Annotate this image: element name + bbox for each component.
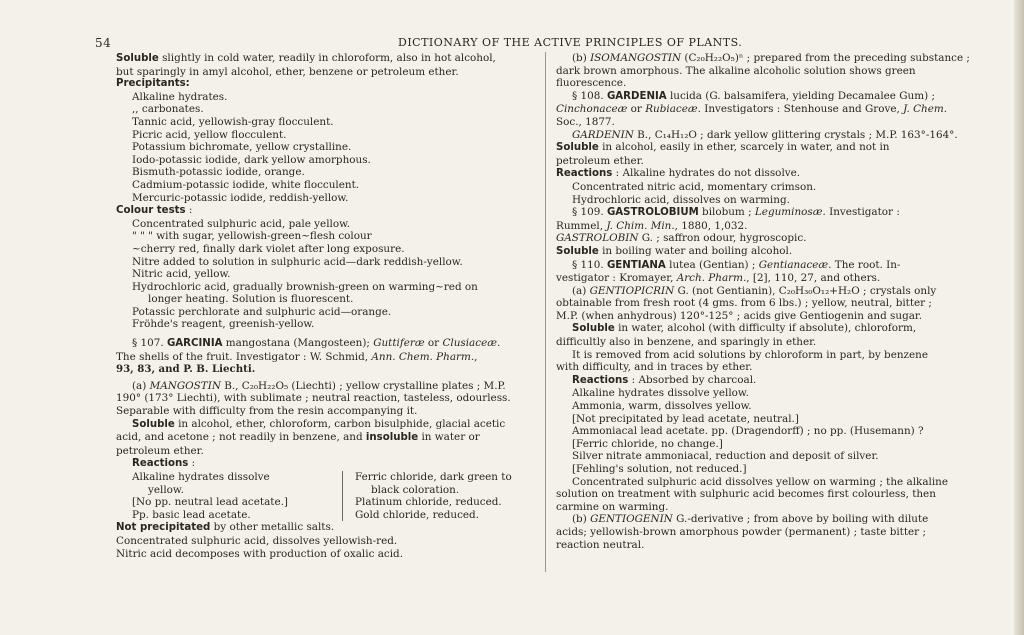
running-title: DICTIONARY OF THE ACTIVE PRINCIPLES OF PLANTS. xyxy=(398,36,743,49)
paragraph: Nitric acid decomposes with production of oxalic acid. xyxy=(116,547,403,560)
list-item: Fröhde's reagent, greenish-yellow. xyxy=(132,318,315,331)
compound-isomangostin xyxy=(556,52,1004,65)
text: mangostana (Mangosteen); xyxy=(222,337,374,350)
text: slightly in cold water, readily in chloroform, also in hot alcohol, xyxy=(158,52,496,64)
label: (a) xyxy=(572,284,590,297)
paragraph: carmine on warming. xyxy=(556,500,669,513)
paragraph: but sparingly in amyl alcohol, ether, benzene or petroleum ether. xyxy=(116,65,459,78)
heading-reactions xyxy=(116,457,536,471)
section-108-heading xyxy=(556,90,1004,104)
text: in water or xyxy=(418,431,480,444)
list-item: Concentrated sulphuric acid, pale yellow. xyxy=(132,217,351,230)
list-item: Silver nitrate ammoniacal, reduction and deposit of silver. xyxy=(572,450,879,463)
compound-gentiopicrin xyxy=(556,285,1004,298)
list-item: Alkaline hydrates. xyxy=(132,90,228,103)
text: : Absorbed by charcoal. xyxy=(628,373,757,386)
paragraph xyxy=(556,103,1004,116)
paragraph xyxy=(556,245,1004,259)
label: (b) xyxy=(572,52,591,64)
paragraph: dark brown amorphous. The alkaline alcoholic solution shows green xyxy=(556,64,916,77)
text: : xyxy=(188,457,196,470)
keyword-soluble: Soluble xyxy=(116,53,159,64)
text: in boiling water and boiling alcohol. xyxy=(598,244,793,257)
list-item: Nitric acid, yellow. xyxy=(132,268,231,281)
paragraph xyxy=(556,272,1004,285)
text: in alcohol, ether, chloroform, carbon bisulphide, glacial acetic xyxy=(174,417,506,430)
text: by other metallic salts. xyxy=(210,521,335,534)
compound-name: ISOMANGOSTIN xyxy=(590,52,682,64)
list-item: Concentrated nitric acid, momentary crimson. xyxy=(572,180,817,193)
paragraph: acids; yellowish-brown amorphous powder (permanent) ; taste bitter ; xyxy=(556,525,926,538)
reactions-left-column xyxy=(116,471,343,521)
genus-name: GASTROLOBIUM xyxy=(606,207,699,219)
text: in water, alcohol (with difficulty if absolute), chloroform, xyxy=(614,322,917,335)
paragraph xyxy=(556,141,1004,155)
text: , 1880, 1,032. xyxy=(674,219,748,232)
compound-name: GENTIOPICRIN xyxy=(589,284,675,297)
list-item: Tannic acid, yellowish-gray flocculent. xyxy=(132,115,334,128)
paragraph: fluorescence. xyxy=(556,77,627,90)
list-item: Ammoniacal lead acetate. pp. (Dragendorff) ; no pp. (Husemann) ? xyxy=(572,425,924,438)
paragraph: solution on treatment with sulphuric acid becomes first colourless, then xyxy=(556,488,936,501)
genus-name: GENTIANA xyxy=(606,259,666,271)
text: : xyxy=(185,204,193,217)
list-item: [Fehling's solution, not reduced.] xyxy=(572,463,747,475)
section-number: § 107. xyxy=(132,337,167,350)
text: acid, and acetone ; not readily in benzene, and xyxy=(116,431,366,444)
reactions-right-column xyxy=(343,471,512,521)
heading-reactions: Reactions xyxy=(572,374,629,386)
label: (b) xyxy=(572,513,591,526)
text: G. (not Gentianin), C₂₀H₃₀O₁₂+H₂O ; crystals only xyxy=(674,284,937,297)
list-item: Picric acid, yellow flocculent. xyxy=(132,128,287,141)
text: : Alkaline hydrates do not dissolve. xyxy=(612,167,801,180)
text: The shells of the fruit. Investigator : W. Schmid, xyxy=(116,350,372,363)
text: lutea (Gentian) ; xyxy=(665,258,759,271)
paragraph: petroleum ether. xyxy=(556,154,644,167)
heading-text: Reactions xyxy=(132,458,189,470)
list-item: Concentrated sulphuric acid dissolves yellow on warming ; the alkaline xyxy=(572,475,949,488)
compound-gentiogenin xyxy=(556,513,1004,526)
list-item: Potassium bichromate, yellow crystalline. xyxy=(132,141,352,154)
page-edge-shadow xyxy=(1014,0,1024,635)
section-number: § 110. xyxy=(572,258,607,271)
keyword-insoluble: insoluble xyxy=(365,432,419,444)
text: Investigator : xyxy=(825,206,900,219)
paragraph xyxy=(116,431,536,445)
genus-name: GARDENIA xyxy=(606,90,667,102)
list-item: yellow. xyxy=(148,483,184,496)
paragraph xyxy=(556,374,1004,388)
text: G.-derivative ; from above by boiling with dilute xyxy=(672,513,929,526)
paragraph xyxy=(116,521,536,535)
list-item: Platinum chloride, reduced. xyxy=(355,496,502,509)
list-item: longer heating. Solution is fluorescent. xyxy=(148,293,354,306)
list-item: Ammonia, warm, dissolves yellow. xyxy=(572,400,752,413)
reactions-table xyxy=(116,471,536,521)
family-name: Clusiaceæ. xyxy=(442,337,501,350)
heading-reactions: Reactions xyxy=(556,168,613,180)
paragraph: reaction neutral. xyxy=(556,538,645,551)
text: , xyxy=(474,350,478,363)
list-item: [Not precipitated by lead acetate, neutral.] xyxy=(572,412,799,425)
list-item: Mercuric-potassic iodide, reddish-yellow. xyxy=(132,191,349,204)
family-name: Guttiferæ xyxy=(373,337,425,350)
text: , [2], 110, 27, and others. xyxy=(746,272,881,285)
label: (a) xyxy=(132,379,150,392)
left-column xyxy=(116,52,536,560)
section-number: § 108. xyxy=(572,89,607,102)
paragraph: 190° (173° Liechti), with sublimate ; neutral reaction, tasteless, odourless. xyxy=(116,392,511,405)
family-name: Cinchonaceæ xyxy=(556,103,628,116)
list-item: ,, carbonates. xyxy=(132,103,204,116)
column-divider xyxy=(545,52,546,572)
paragraph: obtainable from fresh root (4 gms. from 6 lbs.) ; yellow, neutral, bitter ; xyxy=(556,297,932,310)
paragraph: with difficulty, and in traces by ether. xyxy=(556,361,753,374)
paragraph xyxy=(556,220,1004,233)
paragraph xyxy=(116,52,536,66)
right-column xyxy=(556,52,1004,551)
keyword-not-precipitated: Not precipitated xyxy=(116,522,211,534)
list-item: Alkaline hydrates dissolve xyxy=(132,471,270,483)
compound-name: MANGOSTIN xyxy=(149,379,221,392)
list-item: Potassic perchlorate and sulphuric acid—orange. xyxy=(132,305,392,318)
list-item: black coloration. xyxy=(371,483,460,496)
text: in alcohol, easily in ether, scarcely in water, and not in xyxy=(598,141,890,154)
list-item: ~cherry red, finally dark violet after long exposure. xyxy=(132,242,405,255)
list-item: Gold chloride, reduced. xyxy=(355,508,480,521)
running-head xyxy=(0,22,1024,50)
list-item: Ferric chloride, dark green to xyxy=(355,471,512,483)
compound-mangostin xyxy=(116,380,536,393)
family-name: Gentianaceæ. xyxy=(758,258,832,271)
text: or xyxy=(424,337,443,350)
keyword-soluble: Soluble xyxy=(556,245,599,257)
text: bilobum ; xyxy=(698,206,755,219)
paragraph xyxy=(116,351,536,364)
text: Investigators : Stenhouse and Grove, xyxy=(700,103,904,116)
paragraph: It is removed from acid solutions by chloroform in part, by benzene xyxy=(572,348,928,361)
paragraph xyxy=(116,418,536,432)
compound-gardenin xyxy=(556,129,1004,142)
list-item: Pp. basic lead acetate. xyxy=(132,508,251,521)
keyword-soluble: Soluble xyxy=(556,142,599,154)
section-number: § 109. xyxy=(572,206,607,219)
list-item: Alkaline hydrates dissolve yellow. xyxy=(572,387,749,400)
text: lucida (G. balsamifera, yielding Decamalee Gum) ; xyxy=(666,89,935,102)
text: vestigator : Kromayer, xyxy=(556,272,677,285)
section-107-heading xyxy=(116,337,536,351)
compound-name: GENTIOGENIN xyxy=(590,513,673,526)
list-item: Nitre added to solution in sulphuric acid—dark reddish-yellow. xyxy=(132,255,463,268)
paragraph: M.P. (when anhydrous) 120°-125° ; acids give Gentiogenin and sugar. xyxy=(556,309,923,322)
heading-text: Colour tests xyxy=(116,205,186,217)
list-item: Iodo-potassic iodide, dark yellow amorphous. xyxy=(132,153,371,166)
text: or xyxy=(627,103,646,116)
text: G. ; saffron odour, hygroscopic. xyxy=(638,232,807,245)
keyword-soluble: Soluble xyxy=(132,418,175,430)
paragraph xyxy=(556,167,1004,181)
list-item: [Ferric chloride, no change.] xyxy=(572,437,723,450)
list-item: " " " with sugar, yellowish-green~flesh colour xyxy=(132,230,372,243)
paragraph: Soc., 1877. xyxy=(556,115,615,128)
paragraph: Separable with difficulty from the resin accompanying it. xyxy=(116,405,418,418)
journal-name: J. Chim. Min. xyxy=(606,219,675,232)
list-item: [No pp. neutral lead acetate.] xyxy=(132,496,288,509)
paragraph xyxy=(556,322,1004,336)
text: (C₂₀H₂₂O₅)ⁿ ; prepared from the preceding substance ; xyxy=(681,52,970,64)
journal-name: Arch. Pharm. xyxy=(676,272,747,285)
compound-name: GARDENIN xyxy=(572,128,634,141)
section-110-heading xyxy=(556,259,1004,273)
paragraph: Concentrated sulphuric acid, dissolves yellowish-red. xyxy=(116,534,398,547)
list-item: Hydrochloric acid, dissolves on warming. xyxy=(572,193,790,206)
keyword-soluble: Soluble xyxy=(572,323,615,335)
list-item: Bismuth-potassic iodide, orange. xyxy=(132,166,305,179)
text: B., C₁₄H₁₂O ; dark yellow glittering crystals ; M.P. 163°-164°. xyxy=(633,128,958,141)
page-number: 54 xyxy=(95,36,112,50)
family-name: Rubiaceæ. xyxy=(645,103,701,116)
journal-name: Ann. Chem. Pharm. xyxy=(371,350,475,363)
compound-name: GASTROLOBIN xyxy=(556,232,639,245)
paragraph: difficultly also in benzene, and sparingly in ether. xyxy=(556,336,817,349)
compound-gastrolobin xyxy=(556,232,1004,245)
section-109-heading xyxy=(556,206,1004,220)
text: Rummel, xyxy=(556,219,607,232)
heading-colour-tests xyxy=(116,204,536,218)
list-item: Hydrochloric acid, gradually brownish-green on warming~red on xyxy=(132,280,478,293)
journal-name: J. Chem. xyxy=(903,103,948,116)
family-name: Leguminosæ. xyxy=(754,206,826,219)
text: B., C₂₀H₂₂O₅ (Liechti) ; yellow crystalline plates ; M.P. xyxy=(220,379,506,392)
text: The root. In- xyxy=(831,258,901,271)
paragraph: petroleum ether. xyxy=(116,444,204,457)
genus-name: GARCINIA xyxy=(166,338,223,350)
paragraph: 93, 83, and P. B. Liechti. xyxy=(116,363,256,376)
list-item: Cadmium-potassic iodide, white flocculent. xyxy=(132,178,360,191)
heading-precipitants: Precipitants: xyxy=(116,78,190,90)
